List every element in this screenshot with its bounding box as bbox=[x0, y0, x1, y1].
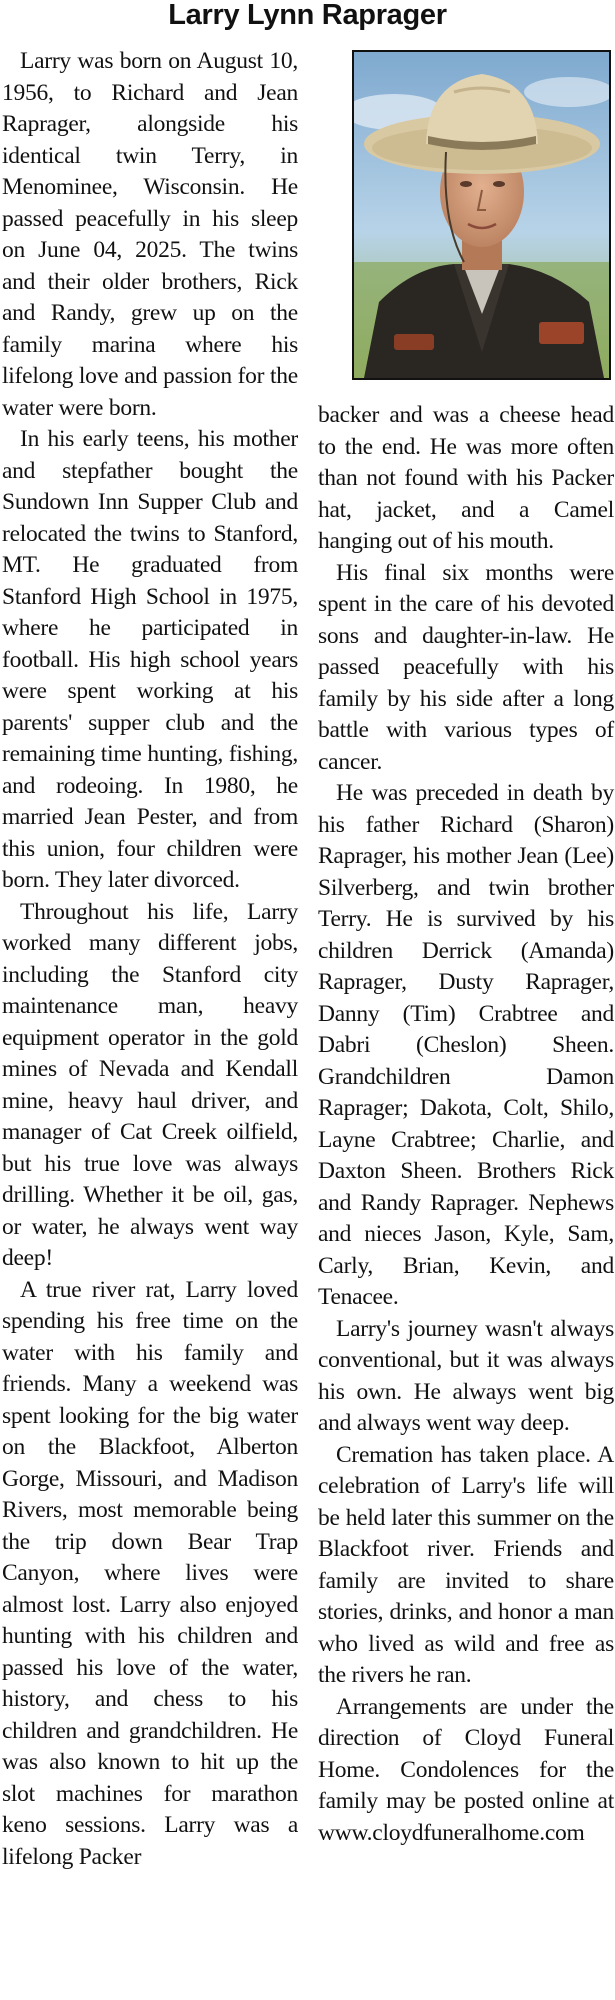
obituary-title: Larry Lynn Raprager bbox=[168, 0, 447, 31]
paragraph-arrangements: Arrangements are under the direction of Cloyd Funeral Home. Condolences for the family may be posted online at www.cloydfuneralhome.com bbox=[318, 1693, 614, 1846]
left-column bbox=[2, 46, 298, 1873]
paragraph-celebration: Cremation has taken place. A celebration of Larry's life will be held later this summer on the Blackfoot river. Friends and family are invited to share stories, drinks, and honor a man who lived as wild and free as the rivers he ran. bbox=[318, 1441, 614, 1688]
paragraph-packer-fan: backer and was a cheese head to the end. He was more often than not found with his Packer hat, jacket, and a Camel hanging out of his mouth. bbox=[318, 402, 614, 554]
paragraph-survivors: He was preceded in death by his father Richard (Sharon) Raprager, his mother Jean (Lee) Silverberg, and twin brother Terry. He is survived by his children Derrick (Amanda) Raprager, Dusty Raprager, Danny (Tim) Crabtree and Dabri (Cheslon) Sheen. Grandchildren Damon Raprager; Dakota, Colt, Shilo, Layne Crabtree; Charlie, and Daxton Sheen. Brothers Rick and Randy Raprager. Nephews and nieces Jason, Kyle, Sam, Carly, Brian, Kevin, and Tenacee. bbox=[318, 780, 614, 1310]
paragraph-final-months: His final six months were spent in the care of his devoted sons and daughter-in-law. He passed peacefully with his family by his side after a long battle with various types of cancer. bbox=[318, 559, 614, 775]
portrait-photo bbox=[352, 50, 611, 380]
portrait-illustration bbox=[354, 52, 609, 378]
paragraph-early-life: In his early teens, his mother and stepfather bought the Sundown Inn Supper Club and relocated the twins to Stanford, MT. He graduated from Stanford High School in 1975, where he participated in football. His high school years were spent working at his parents' supper club and the remaining time hunting, fishing, and rodeoing. In 1980, he married Jean Pester, and from this union, four children were born. They later divorced. bbox=[2, 426, 298, 893]
paragraph-career: Throughout his life, Larry worked many different jobs, including the Stanford city maintenance man, heavy equipment operator in the gold mines of Nevada and Kendall mine, heavy haul driver, and manager of Cat Creek oilfield, but his true love was always drilling. Whether it be oil, gas, or water, he always went way deep! bbox=[2, 898, 298, 1271]
paragraph-journey: Larry's journey wasn't always conventional, but it was always his own. He always went big and always went way deep. bbox=[318, 1315, 614, 1436]
paragraph-hobbies: A true river rat, Larry loved spending his free time on the water with his family and friends. Many a weekend was spent looking for the big water on the Blackfoot, Alberton Gorge, Missouri, and Madison Rivers, most memorable being the trip down Bear Trap Canyon, where lives were almost lost. Larry also enjoyed hunting with his children and passed his love of the water, history, and chess to his children and grandchildren. He was also known to hit up the slot machines for marathon keno sessions. Larry was a lifelong Packer bbox=[2, 1276, 298, 1870]
paragraph-birth: Larry was born on August 10, 1956, to Richard and Jean Raprager, alongside his identical twin Terry, in Menominee, Wisconsin. He passed peacefully in his sleep on June 04, 2025. The twins and their older brothers, Rick and Randy, grew up on the family marina where his lifelong love and passion for the water were born. bbox=[2, 48, 298, 421]
right-column bbox=[318, 400, 614, 1849]
